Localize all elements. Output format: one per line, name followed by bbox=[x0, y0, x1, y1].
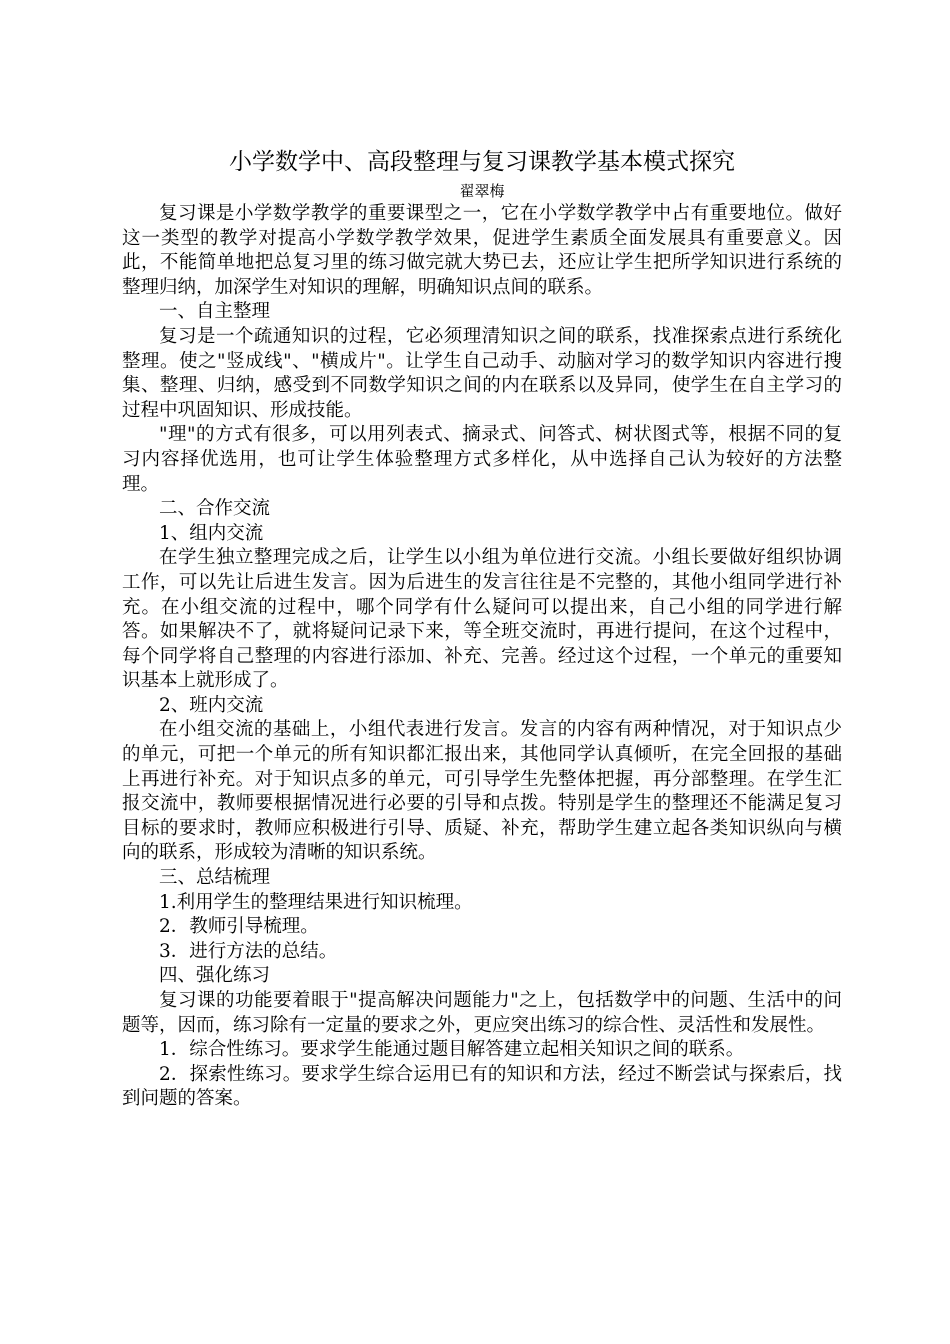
document-body bbox=[122, 146, 842, 1112]
list-item-10: 1.利用学生的整理结果进行知识梳理。 bbox=[159, 891, 473, 913]
document-title: 小学数学中、高段整理与复习课教学基本模式探究 bbox=[229, 149, 735, 175]
section-heading-4: 二、合作交流 bbox=[159, 498, 271, 520]
paragraph-3: "理"的方式有很多，可以用列表式、摘录式、问答式、树状图式等，根据不同的复习内容择优选用，也可让学生体验整理方式多样化，从中选择自己认为较好的方法整理。 bbox=[122, 424, 842, 495]
list-item-11: 2．教师引导梳理。 bbox=[159, 916, 319, 938]
paragraph-16: 2．探索性练习。要求学生综合运用已有的知识和方法，经过不断尝试与探索后，找到问题的答案。 bbox=[122, 1063, 842, 1110]
paragraph-8: 在小组交流的基础上，小组代表进行发言。发言的内容有两种情况，对于知识点少的单元，可把一个单元的所有知识都汇报出来，其他同学认真倾听，在完全回报的基础上再进行补充。对于知识点多的单元，可引导学生先整体把握，再分部整理。在学生汇报交流中，教师要根据情况进行必要的引导和点拨。特别是学生的整理还不能满足复习目标的要求时，教师应积极进行引导、质疑、补充，帮助学生建立起各类知识纵向与横向的联系，形成较为清晰的知识系统。 bbox=[122, 719, 842, 864]
list-item-12: 3．进行方法的总结。 bbox=[159, 940, 338, 962]
document-author: 翟翠梅 bbox=[459, 182, 505, 200]
paragraph-2: 复习是一个疏通知识的过程，它必须理清知识之间的联系，找准探索点进行系统化整理。使之"竖成线"、"横成片"。让学生自己动手、动脑对学习的数学知识内容进行搜集、整理、归纳，感受到不同数学知识之间的内在联系以及异同，使学生在自主学习的过程中巩固知识、形成技能。 bbox=[122, 325, 842, 421]
section-heading-1: 一、自主整理 bbox=[159, 301, 271, 323]
paragraph-0: 复习课是小学数学教学的重要课型之一，它在小学数学教学中占有重要地位。做好这一类型的教学对提高小学数学教学效果，促进学生素质全面发展具有重要意义。因此，不能简单地把总复习里的练习做完就大势已去，还应让学生把所学知识进行系统的整理归纳，加深学生对知识的理解，明确知识点间的联系。 bbox=[122, 203, 842, 298]
paragraph-14: 复习课的功能要着眼于"提高解决问题能力"之上，包括数学中的问题、生活中的问题等，因而，练习除有一定量的要求之外，更应突出练习的综合性、灵活性和发展性。 bbox=[122, 990, 842, 1036]
section-heading-9: 三、总结梳理 bbox=[159, 867, 271, 889]
paragraph-6: 在学生独立整理完成之后，让学生以小组为单位进行交流。小组长要做好组织协调工作，可以先让后进生发言。因为后进生的发言往往是不完整的，其他小组同学进行补充。在小组交流的过程中，哪个同学有什么疑问可以提出来，自己小组的同学进行解答。如果解决不了，就将疑问记录下来，等全班交流时，再进行提问，在这个过程中，每个同学将自己整理的内容进行添加、补充、完善。经过这个过程，一个单元的重要知识基本上就形成了。 bbox=[122, 547, 842, 692]
subsection-heading-5: 1、组内交流 bbox=[159, 522, 264, 544]
subsection-heading-7: 2、班内交流 bbox=[159, 694, 264, 716]
paragraph-15: 1．综合性练习。要求学生能通过题目解答建立起相关知识之间的联系。 bbox=[159, 1039, 745, 1061]
section-heading-13: 四、强化练习 bbox=[159, 965, 271, 987]
